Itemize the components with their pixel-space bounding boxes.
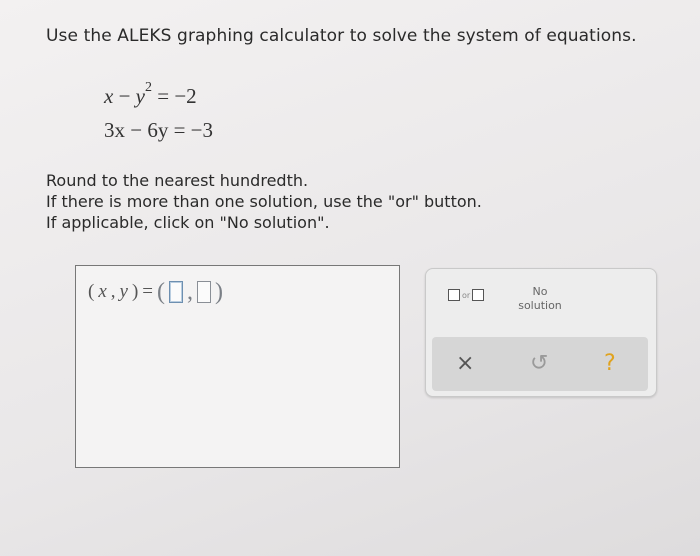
- no-solution-button[interactable]: [514, 285, 566, 313]
- answer-box[interactable]: [75, 265, 400, 468]
- x-value-input[interactable]: [169, 281, 183, 303]
- directions: [46, 170, 482, 233]
- instruction-text: Use the ALEKS graphing calculator to solve the system of equations.: [46, 26, 637, 46]
- eq1-rhs: = −2: [157, 84, 197, 108]
- clear-icon[interactable]: ×: [456, 351, 475, 376]
- direction-or: If there is more than one solution, use the "or" button.: [46, 192, 482, 211]
- answer-var-y: y: [119, 281, 128, 302]
- eq1-term-x: x: [104, 84, 114, 108]
- eq1-term-y: y: [135, 84, 145, 108]
- action-bar: [432, 337, 648, 391]
- undo-icon[interactable]: ↺: [530, 351, 549, 376]
- or-left-box-icon: [448, 289, 460, 301]
- equation-1: [104, 80, 197, 109]
- eq2-rhs: = −3: [173, 118, 214, 142]
- eq2-term-3x: 3x: [104, 118, 125, 142]
- or-label: or: [462, 290, 471, 300]
- help-icon[interactable]: ?: [604, 351, 616, 376]
- paren-close: ): [215, 279, 223, 305]
- paren-open: (: [157, 279, 165, 305]
- no-solution-line2: solution: [518, 299, 562, 312]
- paren-sep: ,: [187, 279, 193, 305]
- answer-var-x: x: [98, 281, 107, 302]
- tool-panel: [425, 268, 657, 397]
- or-right-box-icon: [472, 289, 484, 301]
- direction-round: Round to the nearest hundredth.: [46, 171, 309, 190]
- eq2-term-6y: 6y: [147, 118, 169, 142]
- answer-label-open: (: [88, 281, 95, 302]
- direction-no-solution: If applicable, click on "No solution".: [46, 213, 330, 232]
- answer-label-close: ): [131, 281, 139, 302]
- eq2-minus: −: [130, 118, 143, 142]
- eq1-minus: −: [118, 84, 131, 108]
- eq1-exponent: 2: [145, 80, 152, 95]
- answer-equals: =: [142, 281, 153, 302]
- answer-label-comma: ,: [110, 281, 116, 302]
- equation-2: [104, 118, 213, 143]
- no-solution-line1: No: [532, 285, 548, 298]
- or-button[interactable]: [448, 289, 484, 301]
- answer-expression: [88, 280, 223, 304]
- y-value-input[interactable]: [197, 281, 211, 303]
